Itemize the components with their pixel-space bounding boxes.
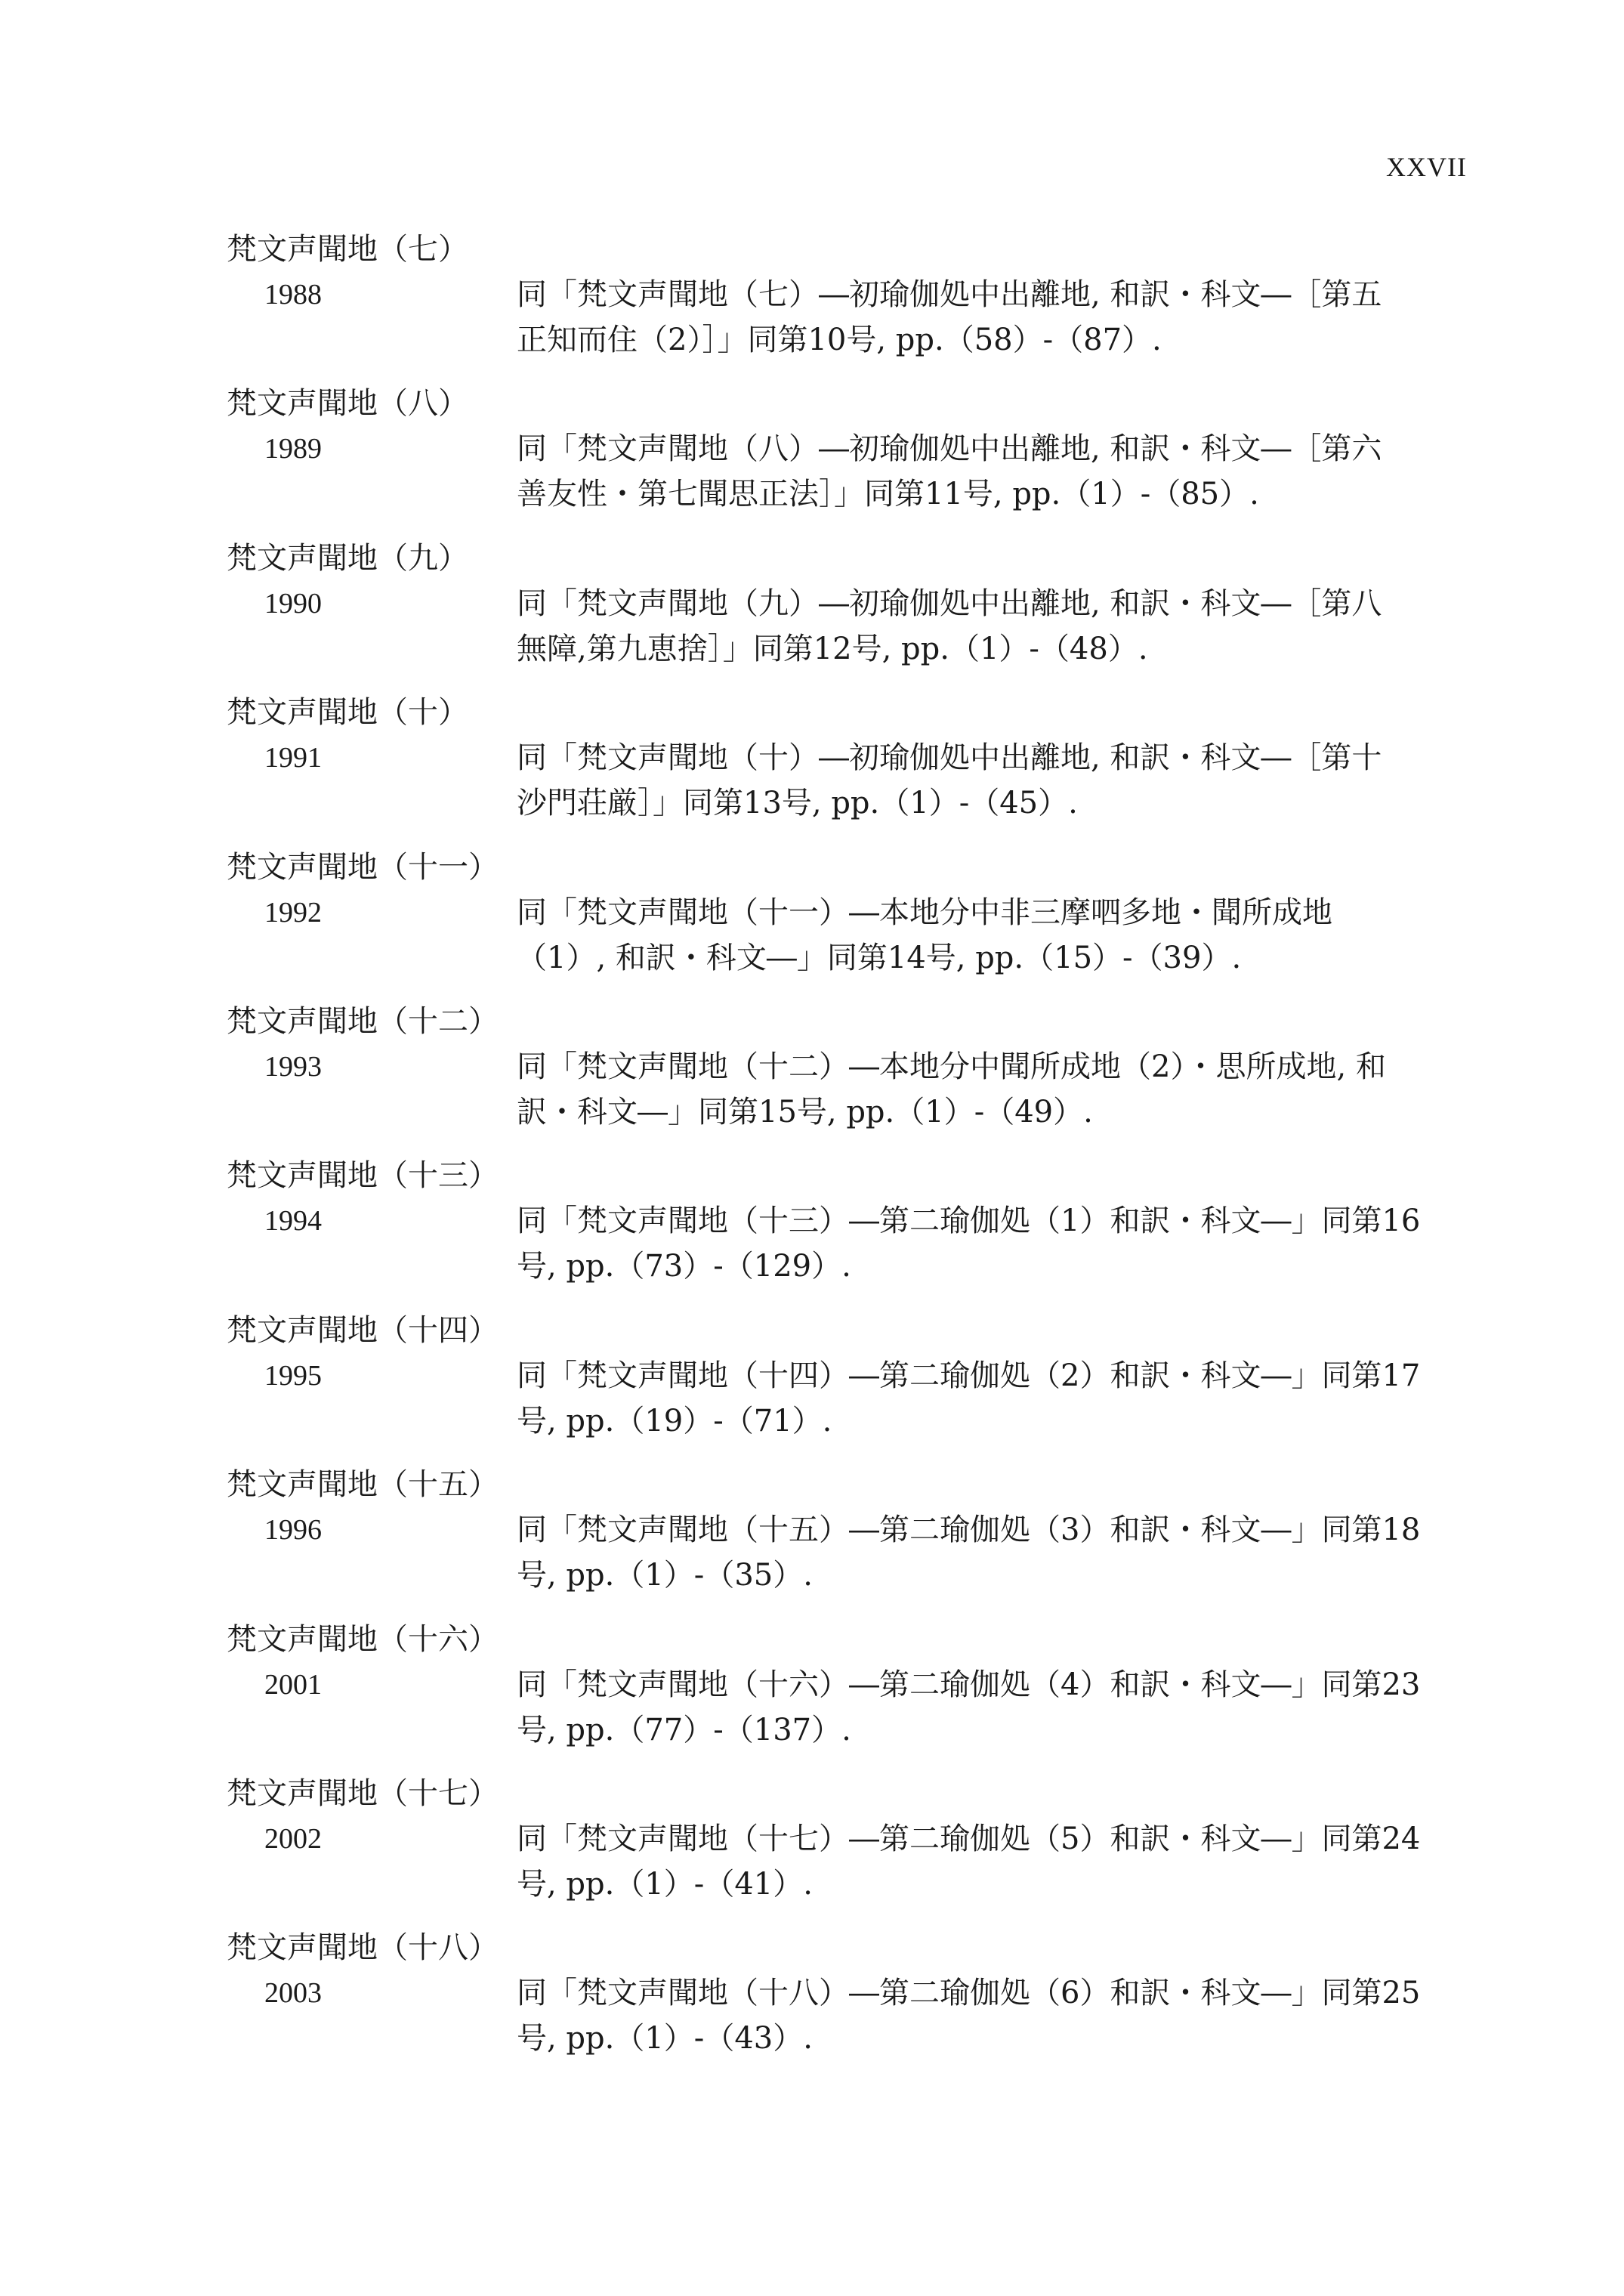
entry-title: 梵文声聞地（十二） — [227, 1003, 499, 1039]
page-number: XXVII — [1386, 152, 1467, 182]
entry-citation: 同「梵文声聞地（十二）―本地分中聞所成地（2）・思所成地, 和 訳・科文―」同第15号, pp.（1）-（49）. — [517, 1049, 1386, 1129]
bibliography-entry — [227, 1153, 1473, 1307]
entry-title: 梵文声聞地（八） — [227, 386, 468, 422]
bibliography-entry — [227, 999, 1473, 1153]
bibliography-entry — [227, 690, 1473, 844]
bibliography-entry — [227, 845, 1473, 999]
entry-title: 梵文声聞地（十六） — [227, 1621, 499, 1657]
entry-title: 梵文声聞地（十四） — [227, 1312, 499, 1348]
bibliography-entry — [227, 1308, 1473, 1462]
entry-year: 1990 — [264, 587, 322, 620]
entry-year: 1988 — [264, 279, 322, 311]
bibliography-entry — [227, 536, 1473, 690]
bibliography-entry — [227, 1925, 1473, 2079]
bibliography-entry — [227, 1617, 1473, 1771]
entry-year: 1994 — [264, 1205, 322, 1238]
entry-year: 2002 — [264, 1822, 322, 1855]
entry-citation: 同「梵文声聞地（十）―初瑜伽処中出離地, 和訳・科文―［第十 沙門荘厳］」同第13号, pp.（1）-（45）. — [517, 740, 1382, 821]
entry-title: 梵文声聞地（十七） — [227, 1775, 499, 1811]
entry-year: 1989 — [264, 433, 322, 465]
entry-year: 1996 — [264, 1514, 322, 1547]
entry-citation: 同「梵文声聞地（十七）―第二瑜伽処（5）和訳・科文―」同第24 号, pp.（1）-（41）. — [517, 1821, 1421, 1902]
entry-citation: 同「梵文声聞地（九）―初瑜伽処中出離地, 和訳・科文―［第八 無障,第九恵捨］」同第12号, pp.（1）-（48）. — [517, 586, 1382, 666]
entry-year: 1992 — [264, 896, 322, 929]
entry-citation: 同「梵文声聞地（十六）―第二瑜伽処（4）和訳・科文―」同第23 号, pp.（77）-（137）. — [517, 1667, 1421, 1747]
entry-year: 1991 — [264, 742, 322, 774]
entry-citation: 同「梵文声聞地（十五）―第二瑜伽処（3）和訳・科文―」同第18 号, pp.（1）-（35）. — [517, 1513, 1421, 1593]
bibliography-list — [227, 227, 1473, 2080]
entry-title: 梵文声聞地（十） — [227, 695, 468, 731]
entry-title: 梵文声聞地（十三） — [227, 1158, 499, 1194]
entry-title: 梵文声聞地（十五） — [227, 1467, 499, 1503]
bibliography-entry — [227, 381, 1473, 535]
entry-citation: 同「梵文声聞地（十四）―第二瑜伽処（2）和訳・科文―」同第17 号, pp.（19）-（71）. — [517, 1358, 1421, 1438]
entry-citation: 同「梵文声聞地（十八）―第二瑜伽処（6）和訳・科文―」同第25 号, pp.（1）-（43）. — [517, 1976, 1421, 2057]
bibliography-entry — [227, 1462, 1473, 1616]
bibliography-entry — [227, 1771, 1473, 1925]
entry-citation: 同「梵文声聞地（十三）―第二瑜伽処（1）和訳・科文―」同第16 号, pp.（73）-（129）. — [517, 1204, 1421, 1284]
bibliography-entry — [227, 227, 1473, 381]
entry-title: 梵文声聞地（九） — [227, 540, 468, 576]
entry-year: 2001 — [264, 1668, 322, 1701]
entry-year: 2003 — [264, 1977, 322, 2010]
entry-year: 1995 — [264, 1359, 322, 1392]
entry-year: 1993 — [264, 1050, 322, 1083]
entry-title: 梵文声聞地（十一） — [227, 849, 499, 885]
entry-title: 梵文声聞地（七） — [227, 232, 468, 267]
entry-citation: 同「梵文声聞地（七）―初瑜伽処中出離地, 和訳・科文―［第五 正知而住（2）］」同第10号, pp.（58）-（87）. — [517, 277, 1382, 357]
entry-title: 梵文声聞地（十八） — [227, 1930, 499, 1966]
entry-citation: 同「梵文声聞地（八）―初瑜伽処中出離地, 和訳・科文―［第六 善友性・第七聞思正法］」同第11号, pp.（1）-（85）. — [517, 431, 1382, 512]
entry-citation: 同「梵文声聞地（十一）―本地分中非三摩呬多地・聞所成地 （1）, 和訳・科文―」同第14号, pp.（15）-（39）. — [517, 895, 1332, 975]
